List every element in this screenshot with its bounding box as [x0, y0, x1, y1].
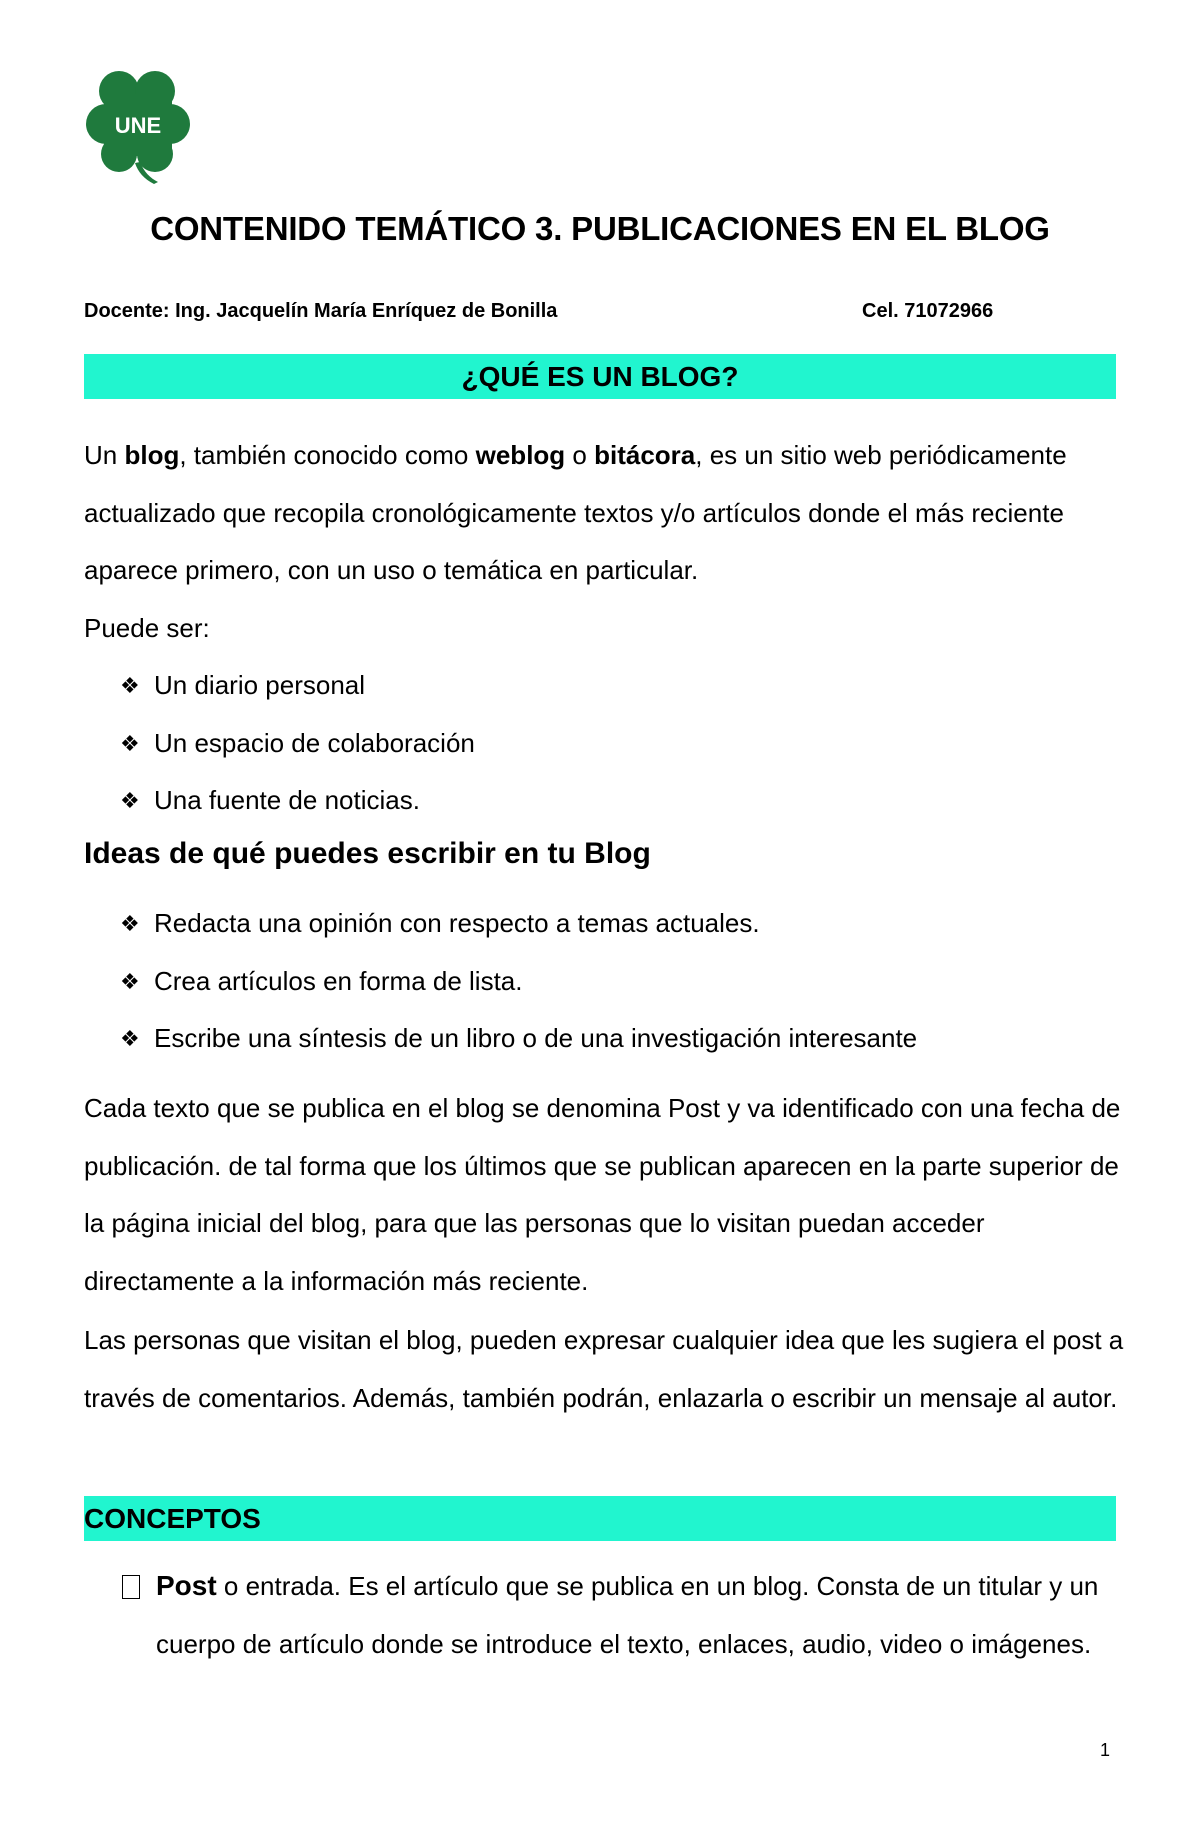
ideas-list — [120, 895, 917, 1068]
term-bitacora: bitácora — [594, 440, 696, 470]
list-item-text: Escribe una síntesis de un libro o de una investigación interesante — [154, 1023, 918, 1053]
concepts-heading: CONCEPTOS — [84, 1503, 261, 1534]
intro-text: Un — [84, 440, 125, 470]
list-item-text: Crea artículos en forma de lista. — [154, 965, 523, 996]
intro-paragraph — [84, 427, 1124, 657]
intro-text: , es un sitio web periódicamente actualizado que recopila cronológicamente textos y/o artículos donde el más reciente aparece primero, con un uso o temática en particular. — [84, 440, 1067, 585]
blog-types-list — [120, 657, 475, 830]
document-title: CONTENIDO TEMÁTICO 3. PUBLICACIONES EN EL BLOG — [150, 210, 1050, 247]
term-blog: blog — [124, 440, 180, 470]
diamond-bullet-icon: ❖ — [120, 968, 140, 994]
diamond-bullet-icon: ❖ — [120, 911, 140, 936]
concept-term: Post — [156, 1570, 217, 1601]
list-item-text: Un diario personal — [154, 670, 366, 700]
list-item — [120, 715, 475, 773]
diamond-bullet-icon: ❖ — [120, 673, 140, 698]
teacher-phone: Cel. 71072966 — [862, 300, 994, 322]
list-item — [120, 953, 917, 1011]
diamond-bullet-icon: ❖ — [120, 730, 140, 756]
concept-item — [122, 1557, 1122, 1673]
list-item-text: Una fuente de noticias. — [154, 785, 420, 815]
list-item-text: Redacta una opinión con respecto a temas actuales. — [154, 908, 760, 938]
list-item-text: Un espacio de colaboración — [154, 727, 475, 758]
ideas-heading: Ideas de qué puedes escribir en tu Blog — [84, 837, 651, 870]
intro-text: , también conocido como — [179, 440, 476, 470]
diamond-bullet-icon: ❖ — [120, 788, 140, 813]
square-bullet-icon — [122, 1575, 140, 1599]
list-item — [120, 1010, 917, 1068]
concepts-heading-band — [84, 1496, 1116, 1541]
list-item — [120, 772, 475, 830]
term-weblog: weblog — [475, 440, 566, 470]
comments-paragraph: Las personas que visitan el blog, pueden expresar cualquier idea que les sugiera el post a través de comentarios. Además, también podrán, enlazarla o escribir un mensaje al autor. — [84, 1325, 1124, 1413]
concept-definition: o entrada. Es el artículo que se publica en un blog. Consta de un titular y un cuerpo de artículo donde se introduce el texto, enlaces, audio, video o imágenes. — [156, 1571, 1099, 1659]
logo-text: UNE — [114, 113, 162, 138]
list-item — [120, 895, 917, 953]
list-item — [120, 657, 475, 715]
intro-text: Puede ser: — [84, 612, 210, 643]
page-number: 1 — [1100, 1740, 1111, 1760]
concept-text — [156, 1557, 1122, 1673]
teacher-name: Docente: Ing. Jacquelín María Enríquez de Bonilla — [84, 300, 558, 322]
post-paragraph: Cada texto que se publica en el blog se denomina Post y va identificado con una fecha de publicación. de tal forma que los últimos que se publican aparecen en la parte superior de la página inicial del blog, para que las personas que lo visitan puedan acceder directamente a la información más reciente. — [84, 1093, 1121, 1296]
section-heading: ¿QUÉ ES UN BLOG? — [461, 361, 739, 392]
section-heading-band — [84, 354, 1116, 399]
intro-text: o — [565, 440, 595, 470]
clover-logo-icon — [82, 66, 194, 184]
diamond-bullet-icon: ❖ — [120, 1026, 140, 1051]
